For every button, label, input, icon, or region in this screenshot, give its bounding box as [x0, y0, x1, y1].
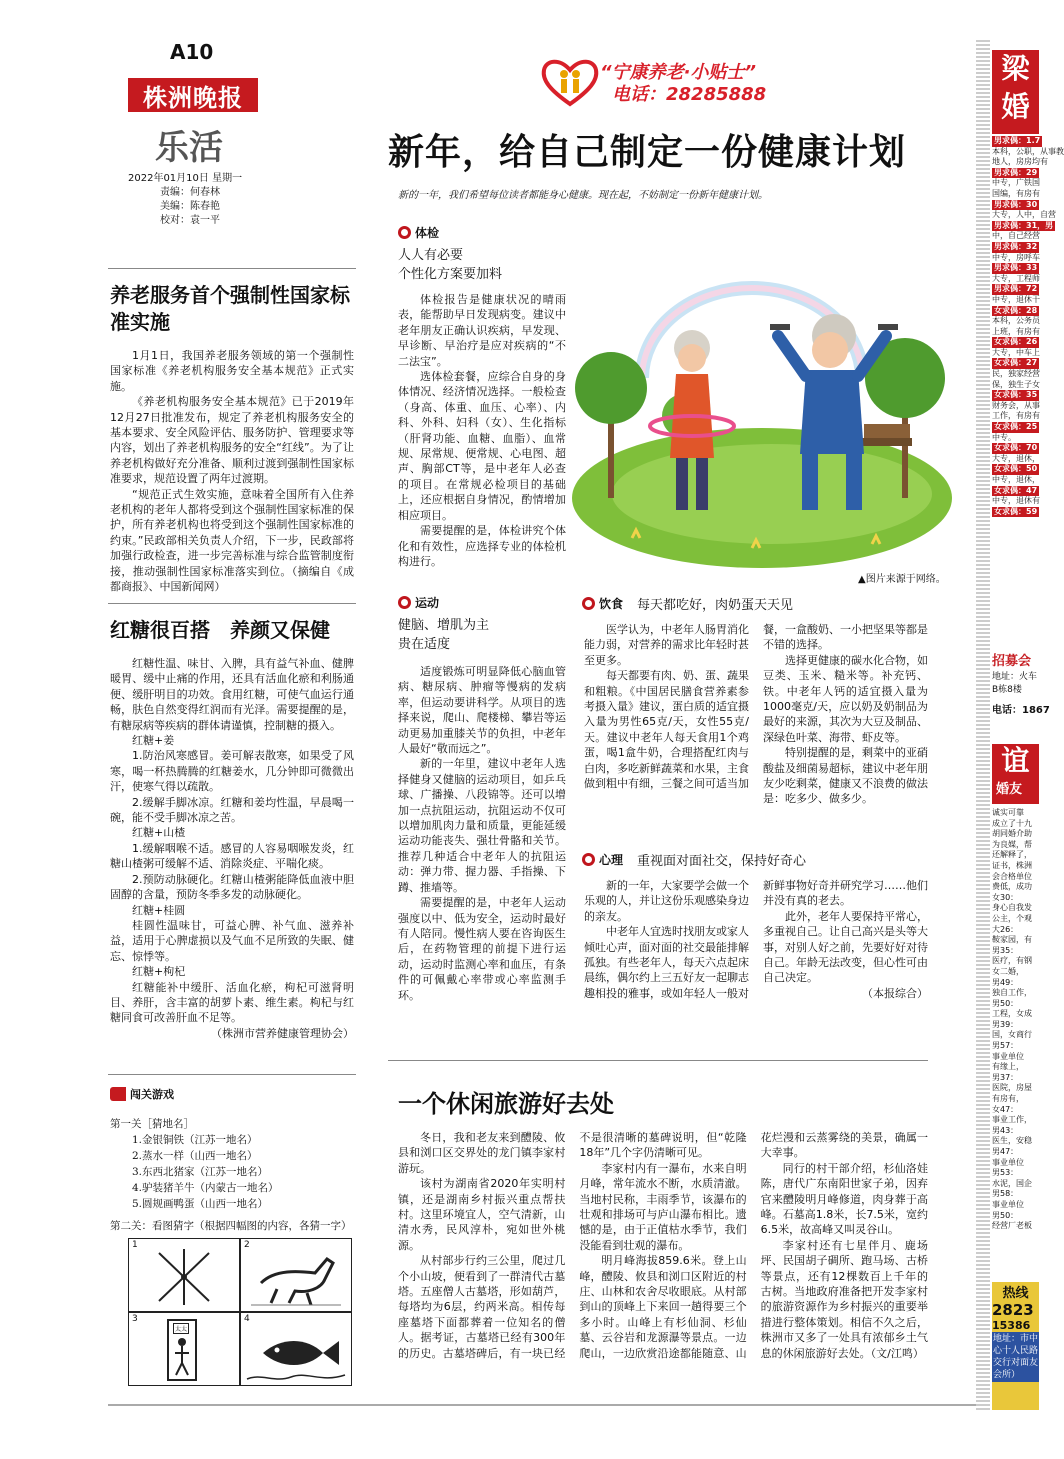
- article2-body: [110, 656, 354, 1041]
- sidebar-entry: 公主，个观: [992, 913, 1032, 923]
- article1-body: [110, 348, 354, 595]
- zhaomu-title: 招募会: [992, 654, 1032, 669]
- tijian-para: 需要提醒的是，体检讲究个体化和有效性，应选择专业的体检机构进行。: [398, 524, 566, 568]
- banner-slogan: “宁康养老·小贴士”: [600, 62, 757, 83]
- game-level2-label: 第二关：看图猜字（根据四幅图的内容，各猜一字）: [110, 1220, 352, 1232]
- article3-para: 同行的村干部介绍，杉仙洛娃陈，唐代广东南阳世家子弟，因弃官来醴陵明月峰修道，肉身葬于高峰。石墓高1.8米，长7.5米，宽约6.5米，故高峰又叫灵谷山。: [760, 1161, 928, 1237]
- person-icon: [169, 1337, 195, 1377]
- picture-cell-1: [128, 1238, 240, 1312]
- heart-couple-icon: [540, 56, 600, 108]
- zhaomu-address2: B栋8楼: [992, 685, 1022, 695]
- article2-para: 2.缓解手脚冰凉。红糖和姜均性温，早晨喝一碗，能不受手脚冰凉之苦。: [110, 795, 354, 825]
- sidebar-entry: 医生，安稳: [992, 1136, 1032, 1146]
- yundong-tag-label: 运动: [415, 596, 440, 610]
- sidebar-entry: 胡同婚介助: [992, 829, 1032, 839]
- yundong-tag: [398, 594, 439, 611]
- bullet-circle-icon: [582, 597, 595, 610]
- sidebar-entry: 女求偶：35: [994, 390, 1038, 400]
- crossed-sticks-icon: [129, 1239, 239, 1311]
- sidebar-entry: 成立了十九: [992, 818, 1032, 828]
- sidebar-entry: 男求偶：1.7: [994, 136, 1041, 145]
- tijian-subtitle: [398, 246, 502, 284]
- tijian-para: 体检报告是健康状况的晴雨表，能帮助早日发现病变。建议中老年朋友正确认识疾病，早发现、早诊断、早治疗是应对疾病的“不二法宝”。: [398, 293, 566, 368]
- article2-para: 2.预防动脉硬化。红糖山楂粥能降低血液中胆固醇的含量，预防冬季多发的动脉硬化。: [110, 872, 354, 902]
- sidebar-entry: 本科，公务员: [992, 316, 1040, 326]
- yinshi-para: 每天都要有肉、奶、蛋、蔬果和粗粮。《中国居民膳食营养素参考摄入量》建议，蛋白质的适宜摄入量为男性65克/天，女性55克/天。建议中老年人每天食用1个鸡蛋，喝1盒牛奶，合理搭配红肉与白肉，多吃新鲜蔬菜和水果，主食做到粗中有细，三餐之间可适当加餐，一盒酸奶、一小把坚果等都是不错的选择。: [584, 623, 928, 791]
- zhaomu-address: 地址：火车: [992, 672, 1038, 682]
- yundong-para: 新的一年里，建议中老年人选择健身又健脑的运动项目，如乒乓球、广播操、八段锦等。还可以增加一点抗阻运动，抗阻运动不仅可以增加肌肉力量和质量，更能延缓运动功能丧失、强壮骨骼和关节。推荐几种适合中老年人的抗阻运动：弹力带、握力器、手指操、下蹲、推墙等。: [398, 757, 566, 894]
- sidebar-entry: 女求偶：28: [994, 305, 1038, 315]
- sidebar-entry: 男49：: [992, 977, 1019, 987]
- article2-para: 1.缓解咽喉不适。感冒的人容易咽喉发炎，红糖山楂粥可缓解不适、消除炎症、平喘化痰。: [110, 841, 354, 871]
- article2-source: （株洲市营养健康管理协会）: [211, 1026, 354, 1040]
- yinshi-para: 选择更健康的碳水化合物，如豆类、玉米、糙米等。补充钙、铁。中老年人钙的适宜摄入量为1000毫克/天，应以奶及奶制品为最好的来源，其次为大豆及制品、深绿色叶菜、海带、虾皮等。: [763, 653, 928, 744]
- article3-para: 冬日，我和老友来到醴陵、攸县和浏口区交界处的龙门镇李家村游玩。: [398, 1131, 566, 1175]
- sidebar-entry: 男50：: [992, 1210, 1019, 1220]
- article3-para: 该村为湖南省2020年实明村镇，还是湖南乡村振兴重点帮扶村。这里环境宜人，空气清新，山清水秀，民风淳朴，宛如世外桃源。: [398, 1177, 566, 1252]
- article1-title: 养老服务首个强制性国家标准实施: [110, 283, 350, 334]
- yinshi-body: [584, 622, 928, 828]
- sidebar-entry: 事业单位: [992, 1051, 1024, 1061]
- sidebar-entry: 保，独生子女: [992, 379, 1040, 389]
- sidebar-entry: 费低，成功: [992, 882, 1032, 892]
- yundong-para: 需要提醒的是，中老年人运动强度以中、低为安全，运动时最好有人陪同。慢性病人要在咨询医生后，在药物管理的前提下进行运动，运动时监测心率和血压，有条件的可佩戴心率带或心率监测手环。: [398, 896, 566, 1002]
- hotline-mobile: 15386: [992, 1319, 1031, 1332]
- sidebar-entry: 事业单位: [992, 1199, 1024, 1209]
- banner-logo: [540, 56, 600, 108]
- picture-cell-2: [240, 1238, 352, 1312]
- zhaomu-phone: 电话：1867: [992, 705, 1050, 716]
- yundong-para: 适度锻炼可明显降低心脑血管病、糖尿病、肿瘤等慢病的发病率，但运动要讲科学。从项目的选择来说，爬山、爬楼梯、攀岩等运动更易加重膝关节的负担，中老年人最好“敬而远之”。: [398, 665, 566, 756]
- sidebar-entry: 鞍家园，有: [992, 935, 1032, 945]
- sidebar-entry: 国编，有房有: [992, 188, 1040, 198]
- sidebar-entry: 国，女商行: [992, 1030, 1032, 1040]
- sidebar-entry: 大26：: [992, 924, 1019, 934]
- sidebar-entry: 身心自我发: [992, 903, 1032, 913]
- game-title: 闯关游戏: [130, 1088, 174, 1101]
- sidebar-top-text: 梁婚: [1001, 52, 1030, 123]
- sidebar-entry: 男39：: [992, 1019, 1019, 1029]
- article3-para: 李家村内有一瀑布，水来自明月峰，常年流水不断，水质清澈。当地村民称，丰雨季节，该瀑布的壮观和排场可与庐山瀑布相比。遗憾的是，由于正值枯水季节，我们没能看到壮观的瀑布。: [579, 1161, 747, 1252]
- sidebar-divider: [976, 40, 990, 1410]
- yinshi-para: 特别提醒的是，剩菜中的亚硝酸盐及细菌易超标，建议中老年朋友少吃剩菜，健康又不浪费的做法是：吃多少、做多少。: [763, 746, 928, 806]
- sidebar-entry: 财务会，从事: [992, 400, 1040, 410]
- tijian-body: [398, 292, 566, 569]
- sidebar-top-banner: [992, 50, 1039, 134]
- article2-subhead: 红糖+桂圆: [132, 903, 186, 917]
- feature-title: 新年，给自己制定一份健康计划: [388, 132, 907, 173]
- paper-logo-text: 株洲晚报: [143, 82, 243, 112]
- sidebar-entry: 女求偶：27: [994, 358, 1038, 368]
- yundong-subtitle: [398, 616, 489, 654]
- sidebar-hotline: [992, 1282, 1039, 1410]
- sidebar-entry: 中专，退休有: [992, 496, 1040, 506]
- sidebar-entry: 有缘上，: [992, 1062, 1024, 1072]
- sidebar-entry: 男求偶：33: [994, 263, 1038, 273]
- article2-subhead: 红糖+枸杞: [132, 965, 186, 979]
- tijian-tag: [398, 224, 439, 241]
- art-editor-line: 美编：陈春艳: [160, 201, 220, 212]
- yundong-sub1: 健脑、增肌为主: [398, 618, 490, 633]
- article2-subhead: 红糖+姜: [132, 734, 175, 748]
- article2-para: 1.防治风寒感冒。姜可解表散寒，如果受了风寒，喝一杯热腾腾的红糖姜水，几分钟即可微微出汗，使寒气得以疏散。: [110, 749, 354, 794]
- sidebar-entry: 大专，工程师: [992, 273, 1040, 283]
- article1-para: 《养老机构服务安全基本规范》已于2019年12月27日批准发布，规定了养老机构服务安全的基本要求、安全风险评估、服务防护、管理要求等内容，划出了养老机构服务的安全“红线”。为了让养老机构做好充分准备、顺利过渡到强制性国家标准要求，规范设置了两年过渡期。: [110, 395, 354, 486]
- sidebar-entry: 还解释了，: [992, 850, 1032, 860]
- issue-date: 2022年01月10日 星期一: [128, 173, 243, 184]
- sidebar-entry: 上班，有房有: [992, 326, 1040, 336]
- sidebar-entry: 女47：: [992, 1104, 1019, 1114]
- sidebar-entry: 大专，人中，自营: [992, 210, 1056, 220]
- article2-para: 红糖性温、味甘、入脾，具有益气补血、健脾暖胃、缓中止痛的作用，还具有活血化瘀和利肠通便、缓肝明目的功效。食用红糖，可使气血运行通畅，肤色自然变得红润而有光泽。需要提醒的是，有糖尿病等疾病的群体请谨慎，控制糖的摄入。: [110, 657, 354, 732]
- paper-logo: [128, 78, 258, 112]
- door-frame: [167, 1319, 197, 1381]
- rule-left-1: [108, 268, 356, 269]
- sidebar-entry: 大专，中车上: [992, 347, 1040, 357]
- sidebar-entry: 男50：: [992, 998, 1019, 1008]
- sidebar-entry: 男58：: [992, 1189, 1019, 1199]
- horse-icon: [241, 1239, 351, 1311]
- article2-subhead: 红糖+山楂: [132, 826, 186, 840]
- sidebar-entry: 经营厂老板: [992, 1221, 1032, 1231]
- sidebar-entry: 地人，房房均有: [992, 157, 1048, 167]
- feature-illustration: [572, 258, 960, 568]
- sidebar-entry: 工程，女成: [992, 1009, 1032, 1019]
- yinshi-subtitle: 每天都吃好，肉奶蛋天天见: [637, 598, 794, 613]
- sidebar-entry: 为良媒，帮: [992, 839, 1032, 849]
- bullet-circle-icon: [398, 226, 411, 239]
- sidebar-entry: 男57：: [992, 1041, 1019, 1051]
- yinshi-tag-label: 饮食: [599, 597, 624, 611]
- game-header: [110, 1086, 174, 1102]
- game-tag-icon: [110, 1087, 126, 1101]
- sidebar-entry: 中专，退休，: [992, 475, 1040, 484]
- riddle-item: 1.金银铜铁（江苏一地名）: [132, 1134, 258, 1146]
- sidebar-list-1: [992, 136, 1064, 648]
- yinshi-tag: [582, 594, 793, 613]
- sidebar-entry: 男求偶：29: [994, 167, 1038, 177]
- sidebar-entry: 事业工作，: [992, 1115, 1032, 1125]
- tijian-para: 选体检套餐，应综合自身的身体情况、经济情况选择。一般检查（身高、体重、血压、心率）、内科、外科、妇科（女）、生化指标（肝肾功能、血糖、血脂）、血常规、尿常规、便常规、心电图、超声、胸部CT等，是中老年人必查的项目。在常规必检项目的基础上，还应根据自身情况，酌情增加相应项目。: [398, 370, 566, 522]
- rule-bottom: [108, 1404, 986, 1406]
- sidebar-list-2: [992, 808, 1039, 1278]
- article2-title: 红糖很百搭 养颜又保健: [110, 618, 330, 642]
- page-number: A10: [170, 40, 214, 64]
- xinli-body: [584, 878, 928, 1042]
- sidebar-entry: 女求偶：26: [994, 337, 1038, 347]
- hotline-number: 2823: [992, 1301, 1034, 1319]
- riddle-item: 3.东西北猪家（江苏一地名）: [132, 1166, 269, 1178]
- sidebar-entry: 水泥，国企: [992, 1178, 1032, 1188]
- rule-left-2: [108, 603, 356, 604]
- sidebar-entry: 男求偶：32: [994, 241, 1038, 251]
- sidebar-entry: 工作，有房有: [992, 411, 1040, 421]
- sidebar-entry: 男求偶：30: [994, 199, 1038, 209]
- article1-para: 1月1日，我国养老服务领域的第一个强制性国家标准《养老机构服务安全基本规范》正式实施。: [110, 349, 354, 393]
- section-name: 乐活: [155, 128, 223, 168]
- yundong-sub2: 贵在适度: [398, 637, 451, 652]
- article3-para: 李家村还有七星伴月、鹿场坪、民国胡子碉所、跑马场、古桥等景点，还有12棵数百上千年的古树。当地政府准备把开发李家村的旅游资源作为乡村振兴的重要举措进行整体策划。相信不久之后，株洲市又多了一处具有浓郁乡土气息的休闲旅游好去处。（文/江鸣）: [760, 1238, 928, 1360]
- feature-intro: 新的一年，我们希望每位读者都能身心健康。现在起，不妨制定一份新年健康计划。: [398, 190, 768, 201]
- sidebar-entry: 男35：: [992, 945, 1019, 955]
- sidebar-entry: 有房有，: [992, 1094, 1024, 1104]
- masthead-info: [128, 172, 242, 228]
- cell-number: 4: [244, 1314, 250, 1324]
- article3-title: 一个休闲旅游好去处: [398, 1090, 614, 1118]
- xinli-para: 中老年人宜选时找朋友或家人倾吐心声，面对面的社交最能排解孤独。有些老年人，每天六点起床晨练，偶尔约上三五好友一起聊志趣相投的雅事，或如年轻人一般对新鲜事物好奇并研究学习……他们并没有真的老去。: [584, 879, 928, 1000]
- sidebar-entry: 中，自己经营: [992, 231, 1040, 241]
- sidebar-entry: 女30：: [992, 892, 1019, 902]
- sidebar-entry: 男求偶：72: [994, 284, 1038, 294]
- sidebar-entry: 女求偶：59: [994, 506, 1038, 516]
- tijian-tag-label: 体检: [415, 226, 440, 240]
- sidebar-entry: 男53：: [992, 1168, 1019, 1178]
- tijian-sub1: 人人有必要: [398, 248, 464, 263]
- game-level1-label: 第一关［猜地名］: [110, 1118, 194, 1130]
- bullet-circle-icon: [398, 596, 411, 609]
- article3-para: 从村部步行约三公里，爬过几个小山坡，便看到了一群清代古墓塔。五座僧人古墓塔，形如葫芦，每塔均为6层，约两米高。相传每座墓塔下面都葬着一位知名的僧人。据考证，古墓塔已经有300年的历史。古墓塔碑后，有一块已经不是很清晰的墓碑说明，但“乾隆18年”几个字仍清晰可见。: [398, 1131, 747, 1360]
- sidebar-entry: 中专，广铁国: [992, 178, 1040, 188]
- photo-credit: ▲图片来源于网络。: [858, 574, 946, 585]
- banner-phone: 电话：28285888: [612, 84, 767, 105]
- xinli-subtitle: 重视面对面社交，保持好奇心: [637, 854, 807, 869]
- xinli-source: （本报综合）: [862, 986, 928, 1000]
- cell-number: 1: [132, 1240, 138, 1250]
- rule-mid: [388, 1060, 928, 1061]
- cell-number: 3: [132, 1314, 138, 1324]
- xinli-para: 此外，老年人要保持平常心，多重视自己。让自己高兴是头等大事，对别人好之前，先要好好对待自己。年龄无法改变，但心性可由自己决定。: [763, 909, 928, 985]
- sidebar-entry: 民，独家经营: [992, 369, 1040, 379]
- proofreader-line: 校对：袁一平: [160, 215, 220, 226]
- fish-icon: [241, 1313, 351, 1385]
- yi-sub-text: 婚友: [996, 782, 1023, 797]
- bullet-circle-icon: [582, 853, 595, 866]
- sidebar-entry: 医疗，有钢: [992, 956, 1032, 966]
- xinli-para: 新的一年，大家要学会做一个乐观的人，并让这份乐观感染身边的亲友。: [584, 879, 749, 923]
- article2-para: 红糖能补中缓肝、活血化瘀，枸杞可滋肾明目、养肝，含丰富的胡萝卜素、维生素。枸杞与红糖同食可改善肝血不足等。: [110, 980, 354, 1025]
- yi-big-text: 谊: [1001, 744, 1030, 777]
- sidebar-entry: 女求偶：50: [994, 464, 1038, 474]
- game-level1-list: [132, 1132, 279, 1212]
- sidebar-entry: 医院，房屋: [992, 1083, 1032, 1093]
- rule-left-3: [108, 1074, 356, 1075]
- sidebar-entry: 中专，房呼车: [992, 252, 1040, 262]
- sidebar-entry: 本科，公职，从事教: [992, 146, 1064, 156]
- sidebar-entry: 女求偶：25: [994, 422, 1038, 432]
- editor-line: 责编：何春林: [160, 187, 220, 198]
- sidebar-entry: 女求偶：70: [994, 443, 1038, 453]
- picture-grid: [128, 1238, 352, 1386]
- article2-para: 桂圆性温味甘，可益心脾、补气血、滋养补益，适用于心脾虚损以及气血不足所致的失眠、健忘、惊悸等。: [110, 918, 354, 963]
- sidebar-entry: 男43：: [992, 1125, 1019, 1135]
- sidebar-entry: 诚实可靠: [992, 808, 1024, 817]
- riddle-item: 2.蒸水一样（山西一地名）: [132, 1150, 258, 1162]
- sidebar-yi-banner: [992, 744, 1039, 804]
- sidebar-entry: 大专，退休，: [992, 453, 1040, 463]
- sidebar-entry: 男求偶：31，男: [994, 220, 1054, 230]
- sidebar-entry: 女二婚，: [992, 966, 1024, 976]
- cell-number: 2: [244, 1240, 250, 1250]
- article3-body: [398, 1130, 928, 1392]
- sidebar-zhaomu: [992, 650, 1050, 716]
- riddle-item: 4.驴装猪羊牛（内蒙古一地名）: [132, 1182, 279, 1194]
- hotline-label: 热线: [1002, 1286, 1029, 1301]
- sidebar-entry: 独自工作，: [992, 988, 1032, 998]
- sidebar-entry: 中专，退休干: [992, 294, 1040, 304]
- sidebar-entry: 证书，株洲: [992, 860, 1032, 870]
- yinshi-para: 医学认为，中老年人肠胃消化能力弱，对营养的需求比年轻时甚至更多。: [584, 623, 749, 667]
- sidebar-entry: 中专。: [992, 432, 1016, 442]
- sidebar-entry: 男37：: [992, 1072, 1019, 1082]
- sidebar-entry: 男47：: [992, 1147, 1019, 1156]
- hotline-address: 地址：市中心十人民路交行对面友会所）: [993, 1334, 1039, 1380]
- article1-para: “规范正式生效实施，意味着全国所有入住养老机构的老年人都将受到这个强制性国家标准的保护，所有养老机构也将受到这个强制性国家标准的约束。”民政部相关负责人介绍，下一步，民政部将加强行政检查，进一步完善标准与综合监管制度衔接，推动强制性国家标准落实到位。（摘编自《成都商报》、中国新闻网）: [110, 487, 354, 594]
- door-sign: 太太: [173, 1323, 189, 1334]
- sidebar-entry: 女求偶：47: [994, 485, 1038, 495]
- tijian-sub2: 个性化方案要加料: [398, 267, 503, 282]
- picture-cell-4: [240, 1312, 352, 1386]
- riddle-item: 5.圆规画鸭蛋（山西一地名）: [132, 1198, 269, 1210]
- yundong-body: [398, 664, 566, 1003]
- xinli-tag: [582, 850, 806, 869]
- article3-para: 明月峰海拔859.6米。登上山峰，醴陵、攸县和浏口区附近的村庄、山林和农舍尽收眼底。从村部到山的顶峰上下来回一趟得要三个多小时。山峰上有杉仙洞、杉仙墓、云谷岩和龙源瀑等景点。一边爬山，一边欣赏沿途都能随意、山花烂漫和云蒸雾绕的美景，确属一大幸事。: [579, 1131, 928, 1360]
- sidebar-entry: 事业单位: [992, 1157, 1024, 1167]
- xinli-tag-label: 心理: [599, 853, 624, 867]
- sidebar-entry: 会合格单位: [992, 871, 1032, 881]
- picture-cell-3: [128, 1312, 240, 1386]
